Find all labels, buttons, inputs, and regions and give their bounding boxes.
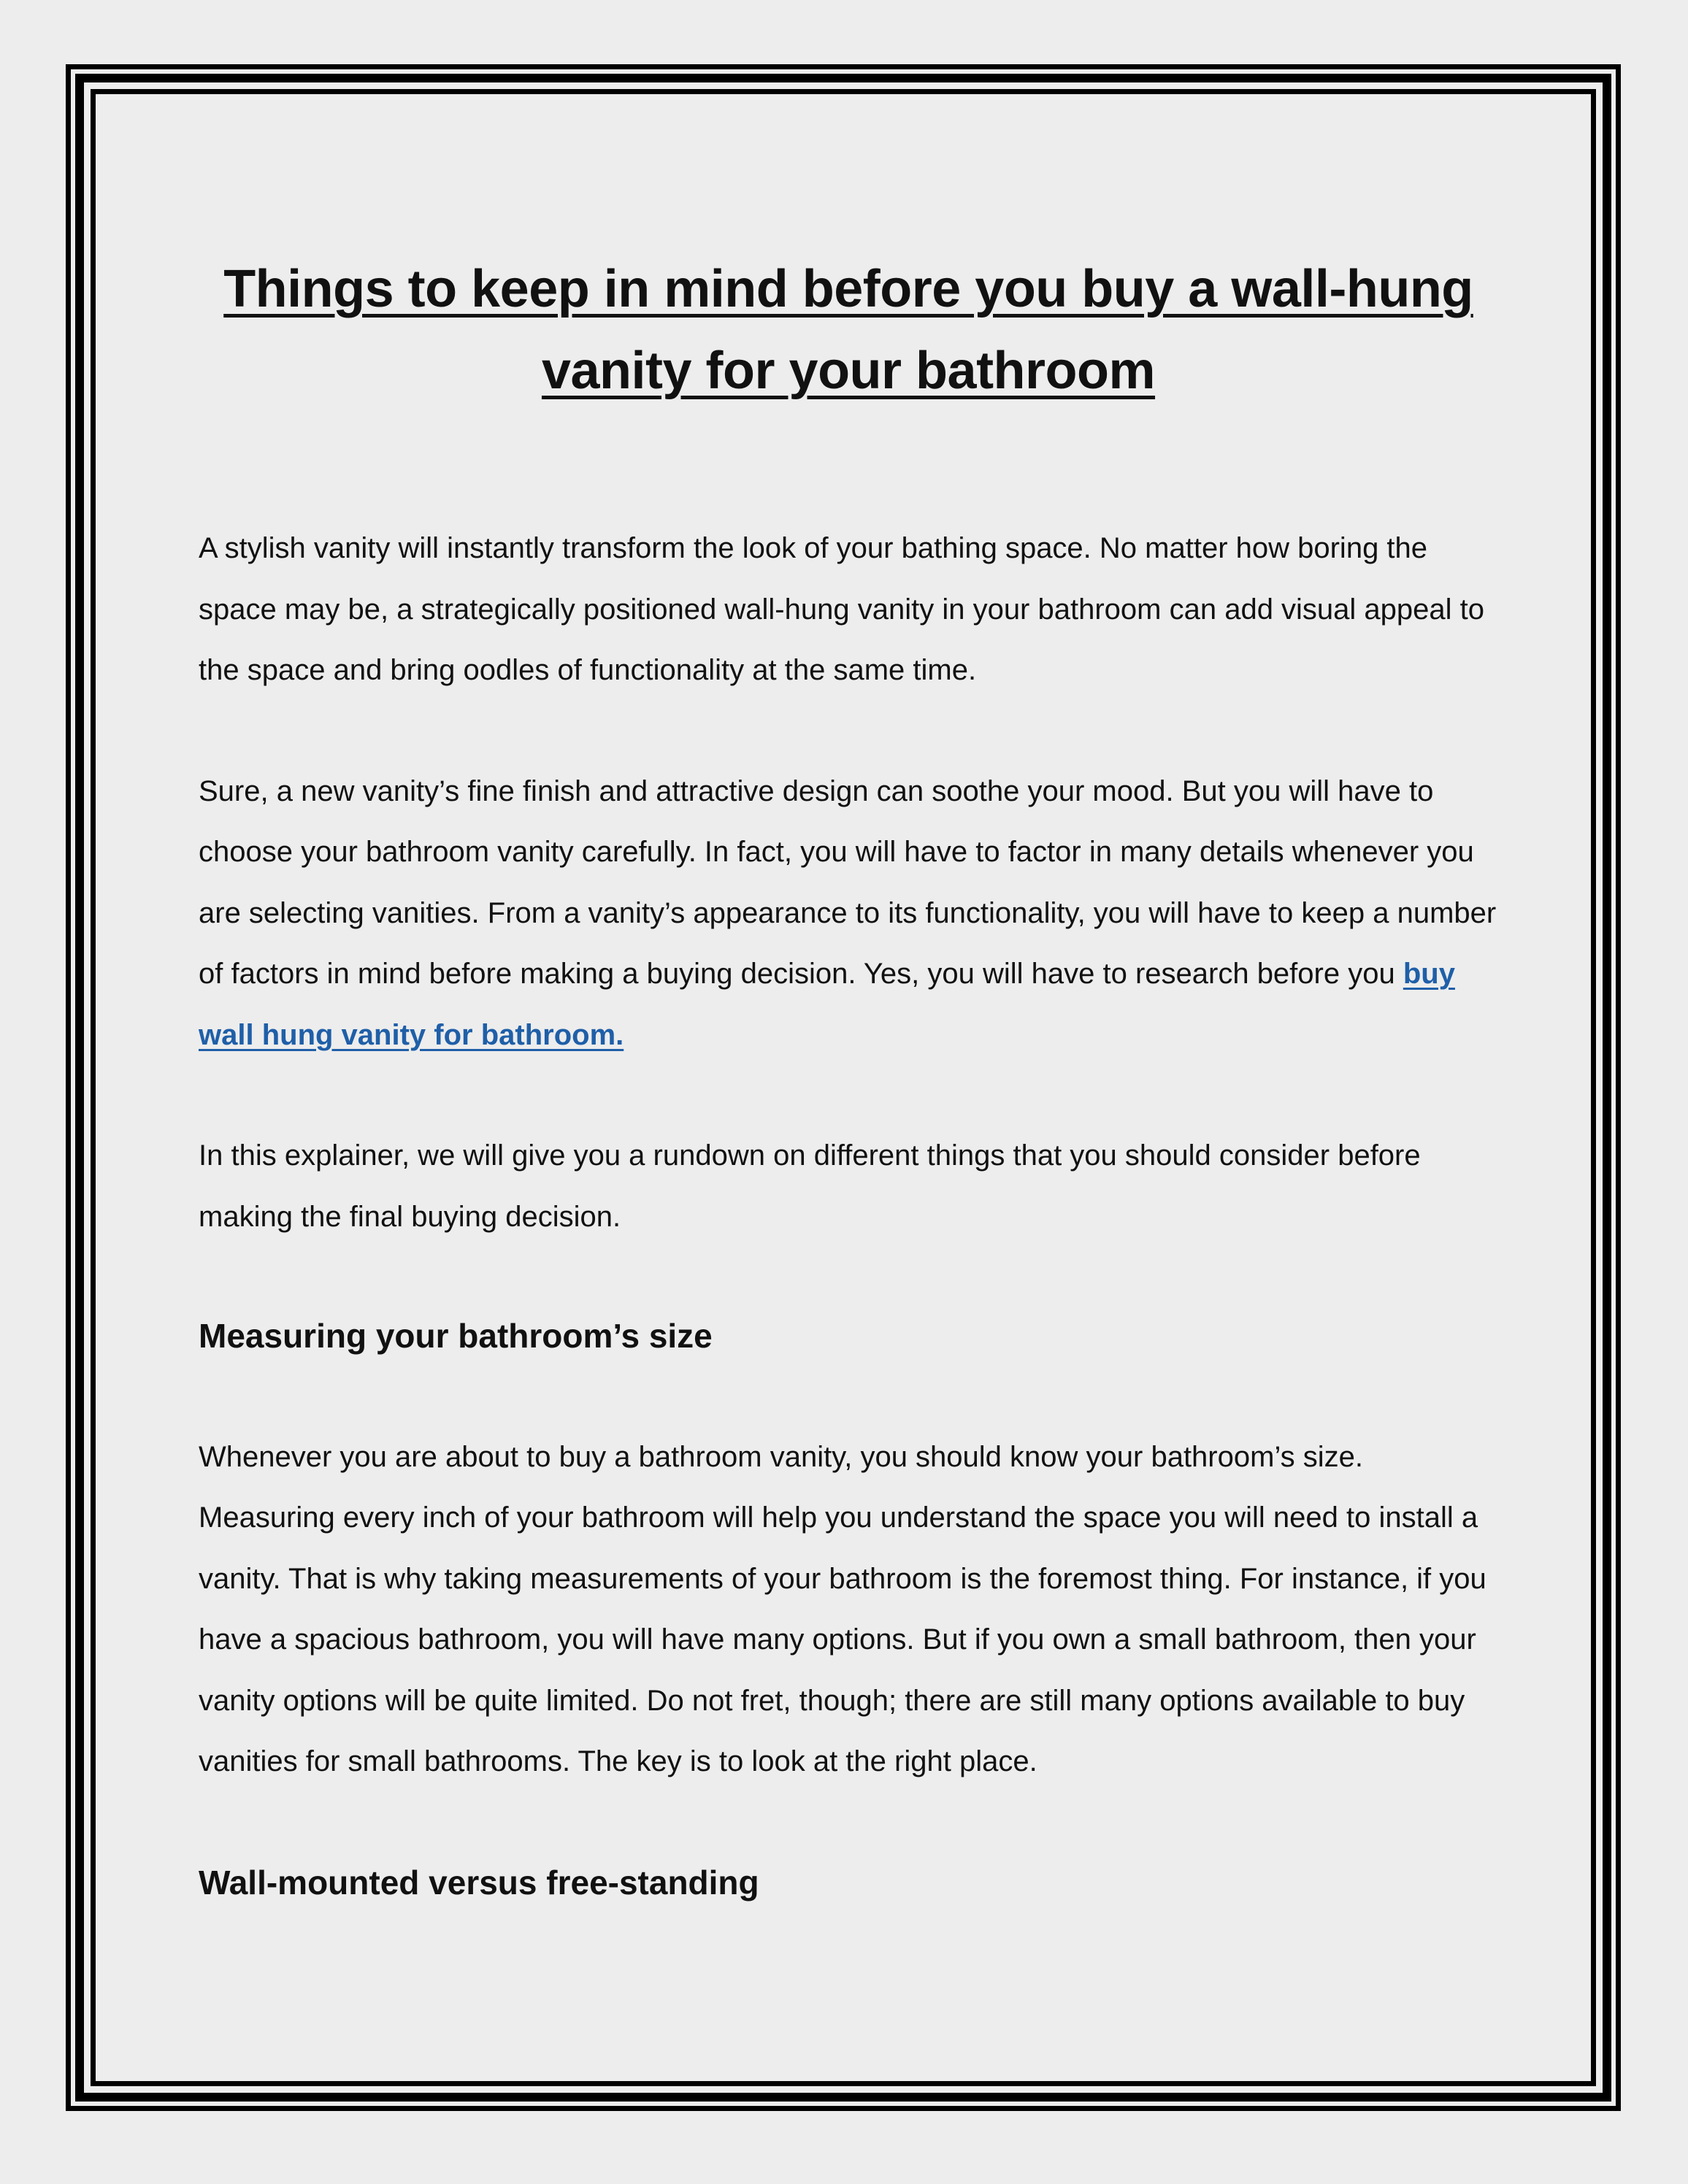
section-heading-measuring: Measuring your bathroom’s size [199,1317,713,1355]
document-body [199,248,1498,1913]
intro-paragraph: A stylish vanity will instantly transform the look of your bathing space. No matter how boring the space may be, a strategically positioned wall-hung vanity in your bathroom can add visual appeal to the space and bring oodles of functionality at the same time. [199,532,1485,686]
selection-paragraph-text: Sure, a new vanity’s fine finish and attractive design can soothe your mood. But you will have to choose your bathroom vanity carefully. In fact, you will have to factor in many details whenever you are selecting vanities. From a vanity’s appearance to its functionality, you will have to keep a number of factors in mind before making a buying decision. Yes, you will have to research before you [199,774,1497,990]
document-title [199,248,1498,412]
title-line-1: Things to keep in mind before you buy a wall-hung [223,260,1473,318]
section-heading-wall-mounted: Wall-mounted versus free-standing [199,1863,759,1902]
buy-vanity-link[interactable]: buy wall hung vanity for bathroom. [199,958,1455,1051]
selection-paragraph [199,761,1498,1066]
explainer-paragraph: In this explainer, we will give you a rundown on different things that you should consider before making the final buying decision. [199,1139,1421,1233]
title-line-2: vanity for your bathroom [541,342,1156,400]
measuring-paragraph: Whenever you are about to buy a bathroom vanity, you should know your bathroom’s size. Measuring every inch of your bathroom will help you understand the space you will need to install a vanity. That is why taking measurements of your bathroom is the foremost thing. For instance, if you have a spacious bathroom, you will have many options. But if you own a small bathroom, then your vanity options will be quite limited. Do not fret, though; there are still many options available to buy vanities for small bathrooms. The key is to look at the right place. [199,1440,1486,1777]
